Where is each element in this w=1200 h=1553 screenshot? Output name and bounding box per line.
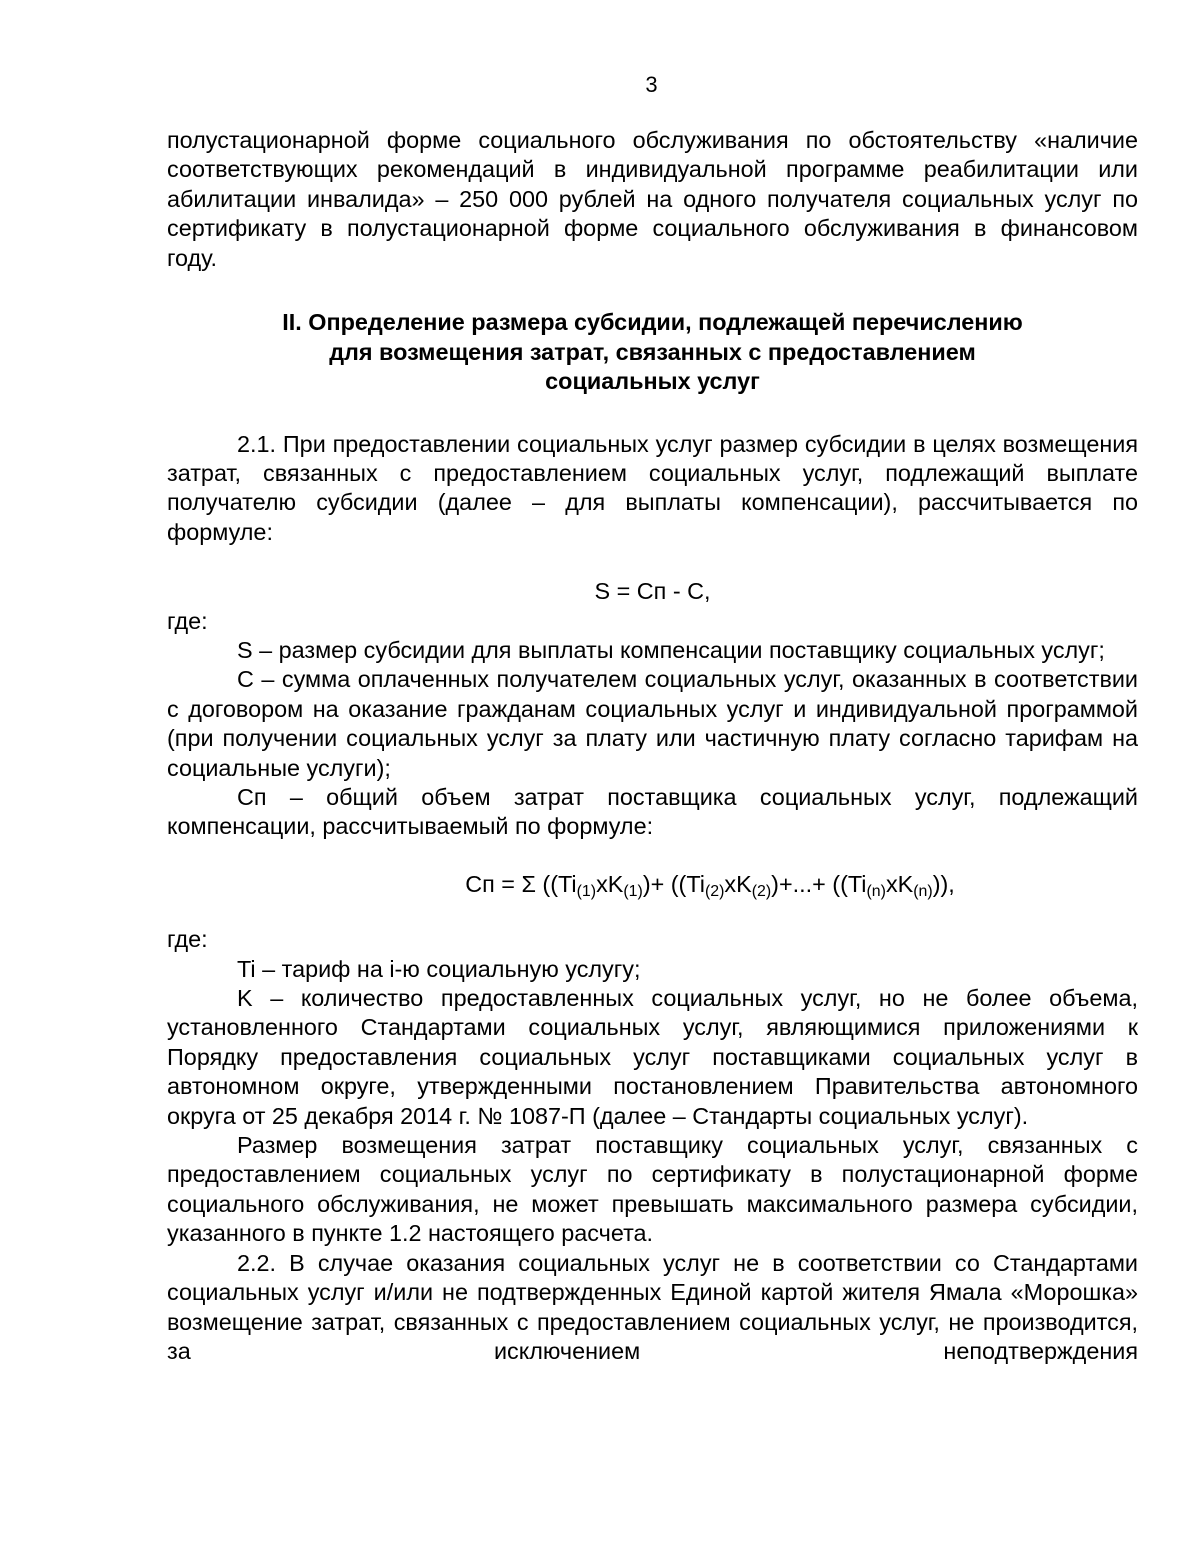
paragraph-2-1: 2.1. При предоставлении социальных услуг размер субсидии в целях возмещения затрат, связанных с предоставлением социальных услуг, подлежащий выплате получателю субсидии (далее – для выплаты компенсации), рассчитывается по формуле: — [167, 430, 1138, 545]
definition-k: K – количество предоставленных социальных услуг, но не более объема, установленного Стандартами социальных услуг, являющимися приложениями к Порядку предоставления социальных услуг поставщиками социальных услуг в автономном округе, утвержденными постановлением Правительства автономного округа от 25 декабря 2014 г. № 1087-П (далее – Стандарты социальных услуг). — [167, 985, 1138, 1129]
definition-s: S – размер субсидии для выплаты компенсации поставщику социальных услуг; — [237, 636, 1105, 663]
section-heading — [167, 308, 1138, 397]
where-label-2: где: — [167, 926, 208, 953]
section-heading-line2: для возмещения затрат, связанных с предоставлением — [329, 338, 976, 365]
document-body — [167, 126, 1138, 1366]
definition-c: С – сумма оплаченных получателем социальных услуг, оказанных в соответствии с договором на оказание гражданам социальных услуг и индивидуальной программой (при получении социальных услуг за плату или частичную плату согласно тарифам на социальные услуги); — [167, 666, 1138, 781]
definition-cp: Сп – общий объем затрат поставщика социальных услуг, подлежащий компенсации, рассчитываемый по формуле: — [167, 784, 1138, 840]
paragraph-intro: полустационарной форме социального обслуживания по обстоятельству «наличие соответствующих рекомендаций в индивидуальной программе реабилитации или абилитации инвалида» – 250 000 рублей на одного получателя социальных услуг по сертификату в полустационарной форме социального обслуживания в финансовом году. — [167, 127, 1138, 271]
page-number: 3 — [645, 72, 658, 97]
section-heading-line3: социальных услуг — [545, 368, 760, 395]
formula-subsidy: S = Сп - С, — [594, 578, 711, 605]
section-heading-line1: II. Определение размера субсидии, подлежащей перечислению — [282, 309, 1023, 336]
paragraph-2-2: 2.2. В случае оказания социальных услуг не в соответствии со Стандартами социальных услуг и/или не подтвержденных Единой картой жителя Ямала «Морошка» возмещение затрат, связанных с предоставлением социальных услуг, не производится, за исключением неподтверждения — [167, 1249, 1138, 1364]
definition-ti: Ti – тариф на i-ю социальную услугу; — [237, 955, 641, 982]
formula-total-costs: Сп = Σ ($(Ti_{(1)}хK_{(1)})+ ((Ti_{(2)}хK_{(2)})+...+ ((Ti_{(n)}хK_{(n)}))$, — [465, 870, 955, 900]
paragraph-limit: Размер возмещения затрат поставщику социальных услуг, связанных с предоставлением социальных услуг по сертификату в полустационарной форме социального обслуживания, не может превышать максимального размера субсидии, указанного в пункте 1.2 настоящего расчета. — [167, 1132, 1138, 1247]
where-label-1: где: — [167, 607, 208, 634]
